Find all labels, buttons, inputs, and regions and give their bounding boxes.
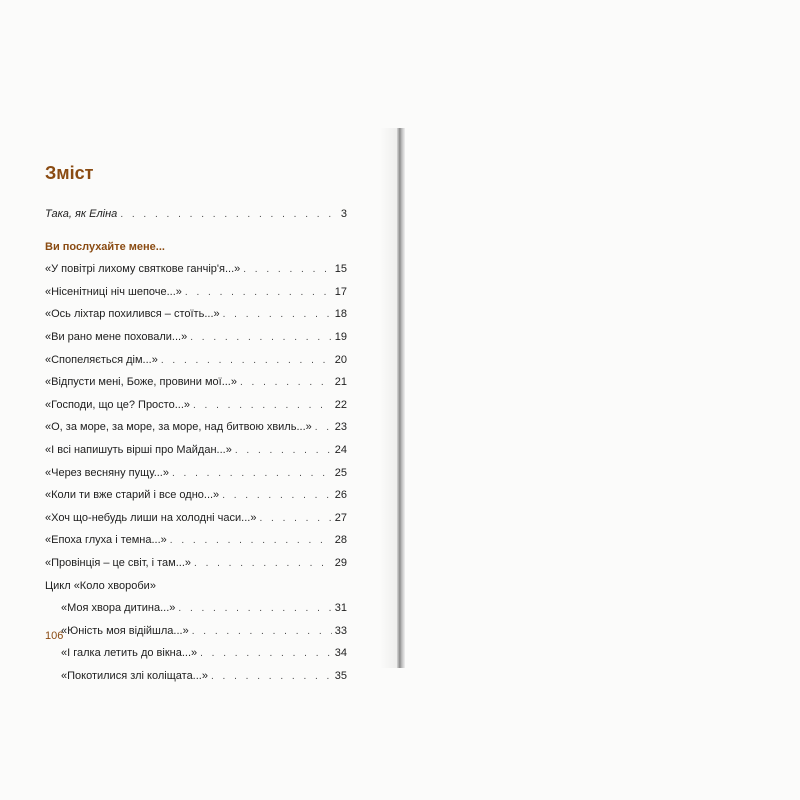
toc-entry-title: «Нісенітниці ніч шепоче...» [45, 285, 182, 298]
toc-entry-title: «Через весняну пущу...» [45, 466, 169, 479]
toc-entry [45, 484, 347, 507]
toc-section-heading [45, 236, 347, 259]
toc-leader-dots [172, 463, 332, 486]
toc-page-number: 31 [334, 602, 347, 615]
page-number-left: 106 [45, 630, 64, 642]
toc-entry-title: «О, за море, за море, за море, над битвою хвиль...» [45, 421, 312, 434]
toc-leader-dots [120, 204, 338, 227]
toc-entry-title: «Коли ти вже старий і все одно...» [45, 489, 220, 502]
toc-page-number: 17 [334, 285, 347, 298]
toc-leader-dots [190, 327, 332, 350]
toc-page-number: 28 [334, 534, 347, 547]
toc-leader-dots [315, 417, 332, 440]
toc-entry-title: Ви послухайте мене... [45, 240, 165, 253]
toc-entry-title: «Моя хвора дитина...» [61, 602, 176, 615]
toc-page-number: 34 [334, 647, 347, 660]
toc-entry-title: «І галка летить до вікна...» [61, 647, 198, 660]
toc-leader-dots [222, 485, 332, 508]
toc-cycle-heading [45, 575, 347, 598]
toc-entry-title: Цикл «Коло хвороби» [45, 579, 156, 592]
toc-page-number: 15 [334, 263, 347, 276]
toc-entry-title: «Господи, що це? Просто...» [45, 398, 190, 411]
toc-leader-dots [185, 282, 332, 305]
toc-page-number: 23 [334, 421, 347, 434]
toc-spacer [45, 226, 347, 236]
toc-sub-entry [45, 665, 347, 688]
toc-entry [45, 371, 347, 394]
toc-entry-title: «Покотилися злі коліщата...» [61, 669, 208, 682]
toc-leader-dots [243, 259, 332, 282]
book-gutter [397, 128, 405, 668]
toc-entry-title: «Епоха глуха і темна...» [45, 534, 167, 547]
toc-leader-dots [223, 304, 332, 327]
toc-entry-title: «І всі напишуть вірші про Майдан...» [45, 443, 232, 456]
toc-leader-dots [240, 372, 332, 395]
toc-page-number: 25 [334, 466, 347, 479]
toc-leader-dots [200, 643, 332, 666]
toc-page-number: 27 [334, 511, 347, 524]
toc-entry [45, 394, 347, 417]
toc-entry-title: Така, як Еліна [45, 208, 118, 220]
toc-page-number: 29 [334, 556, 347, 569]
toc-leader-dots [194, 553, 332, 576]
page-title: Зміст [45, 163, 94, 183]
toc-entry [45, 281, 347, 304]
toc-entry [45, 258, 347, 281]
toc-page-number: 3 [340, 208, 347, 220]
toc-page-number: 20 [334, 353, 347, 366]
toc-leader-dots [235, 440, 332, 463]
toc-entry [45, 507, 347, 530]
toc-entry [45, 326, 347, 349]
toc-page-number: 35 [334, 669, 347, 682]
toc-entry-title: «Ви рано мене поховали...» [45, 330, 188, 343]
toc-leader-dots [161, 350, 332, 373]
toc-entry [45, 439, 347, 462]
toc-entry-title: «Ось ліхтар похилився – стоїть...» [45, 308, 220, 321]
gutter-shadow [380, 128, 397, 668]
toc-entry [45, 529, 347, 552]
toc-page-number: 21 [334, 376, 347, 389]
toc-entry-title: «Юність моя відійшла...» [61, 624, 189, 637]
toc-leader-dots [170, 530, 332, 553]
toc-entry [45, 303, 347, 326]
toc-entry [45, 462, 347, 485]
toc-leader-dots [192, 621, 332, 644]
toc-entry [45, 349, 347, 372]
toc-entry [45, 552, 347, 575]
toc-leader-dots [211, 666, 332, 689]
table-of-contents-left [45, 203, 347, 687]
toc-page-number: 26 [334, 489, 347, 502]
toc-page-number: 24 [334, 443, 347, 456]
toc-entry-title: «Провінція – це світ, і там...» [45, 556, 192, 569]
toc-page-number: 33 [334, 624, 347, 637]
toc-leader-dots [178, 598, 331, 621]
toc-sub-entry [45, 620, 347, 643]
toc-leader-dots [259, 508, 331, 531]
toc-entry [45, 203, 347, 226]
toc-entry-title: «Спопеляється дім...» [45, 353, 158, 366]
toc-sub-entry [45, 597, 347, 620]
toc-entry-title: «Хоч що-небудь лиши на холодні часи...» [45, 511, 257, 524]
toc-entry [45, 416, 347, 439]
right-page [398, 0, 800, 800]
toc-entry-title: «У повітрі лихому святкове ганчір'я...» [45, 263, 241, 276]
toc-page-number: 22 [334, 398, 347, 411]
toc-page-number: 18 [334, 308, 347, 321]
left-page [0, 0, 398, 800]
toc-page-number: 19 [334, 330, 347, 343]
toc-entry-title: «Відпусти мені, Боже, провини мої...» [45, 376, 237, 389]
toc-leader-dots [193, 395, 332, 418]
toc-sub-entry [45, 642, 347, 665]
